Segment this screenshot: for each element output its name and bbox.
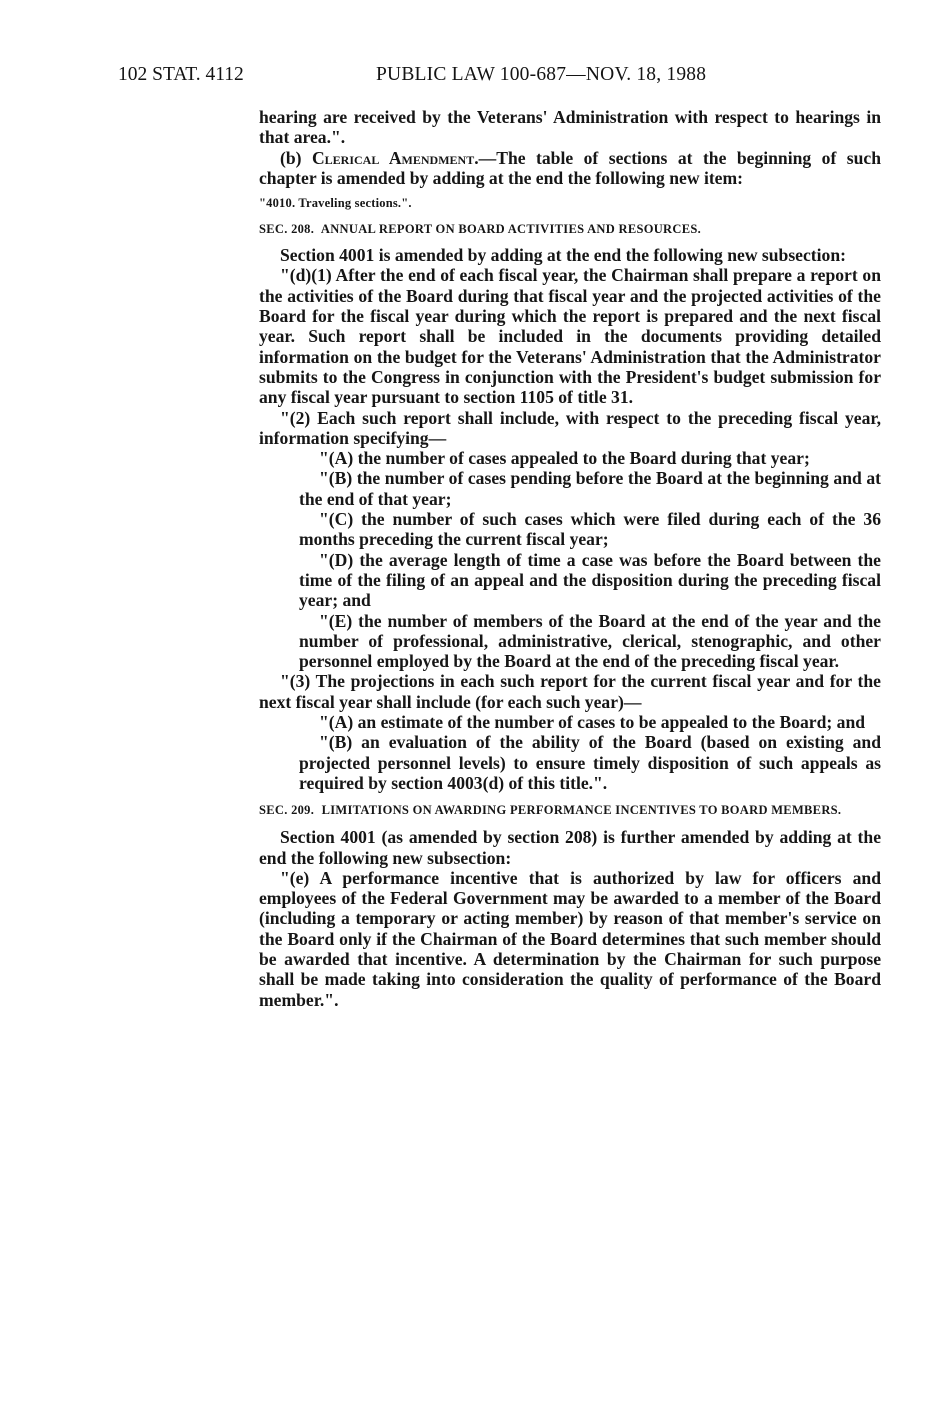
- section-209-heading: [259, 802, 881, 818]
- paragraph-e: "(e) A performance incentive that is authorized by law for officers and employees of the Federal Government may be awarded to a member of the Board (including a temporary or acting member) by reason of that member's service on the Board only if the Chairman of the Board determines that such member should be awarded that incentive. A determination by the Chairman for such purpose shall be made taking into consideration the quality of performance of the Board member.".: [259, 867, 881, 1010]
- section-number: SEC. 209.: [259, 803, 315, 818]
- clause-2C: "(C) the number of such cases which were filed during each of the 36 months preceding the current fiscal year;: [299, 509, 881, 550]
- paragraph-d3: "(3) The projections in each such report for the current fiscal year and for the next fiscal year shall include (for each such year)—: [259, 671, 881, 712]
- running-header: [118, 60, 898, 90]
- paragraph-section-209-intro: Section 4001 (as amended by section 208) is further amended by adding at the end the following new subsection:: [259, 827, 881, 868]
- clause-2A: "(A) the number of cases appealed to the Board during that year;: [319, 448, 810, 469]
- paragraph-d1: "(d)(1) After the end of each fiscal year, the Chairman shall prepare a report on the activities of the Board during that fiscal year and the projected activities of the Board for the fiscal year during which the report is prepared and the next fiscal year. Such report shall be included in the documents providing detailed information on the budget for the Veterans' Administration that the Administrator submits to the Congress in conjunction with the President's budget submission for any fiscal year pursuant to section 1105 of title 31.: [259, 265, 881, 408]
- table-of-sections-item: "4010. Traveling sections.".: [259, 196, 412, 211]
- subsection-heading: Clerical Amendment.: [311, 147, 479, 168]
- section-title: ANNUAL REPORT ON BOARD ACTIVITIES AND RESOURCES.: [320, 222, 702, 237]
- paragraph-d2: "(2) Each such report shall include, with respect to the preceding fiscal year, information specifying—: [259, 407, 881, 448]
- paragraph-continuation: hearing are received by the Veterans' Administration with respect to hearings in that area.".: [259, 107, 881, 148]
- clause-3B: "(B) an evaluation of the ability of the Board (based on existing and projected personnel levels) to ensure timely disposition of such appeals as required by section 4003(d) of this title.".: [299, 732, 881, 793]
- paragraph-clerical-amendment: [259, 148, 881, 189]
- section-208-heading: [259, 221, 881, 237]
- subsection-text: —The table of sections at the beginning of such chapter is amended by adding at the end the following new item:: [259, 147, 881, 188]
- clause-3A: "(A) an estimate of the number of cases to be appealed to the Board; and: [319, 712, 866, 733]
- public-law-citation: PUBLIC LAW 100-687—NOV. 18, 1988: [376, 64, 707, 85]
- stat-page-number: 102 STAT. 4112: [118, 64, 244, 85]
- paragraph-section-208-intro: Section 4001 is amended by adding at the end the following new subsection:: [280, 245, 846, 266]
- document-body: [259, 107, 881, 1010]
- section-number: SEC. 208.: [259, 222, 315, 237]
- subsection-label: (b): [280, 147, 312, 168]
- clause-2E: "(E) the number of members of the Board at the end of the year and the number of professional, administrative, clerical, stenographic, and other personnel employed by the Board at the end of the preceding fiscal year.: [299, 610, 881, 672]
- clause-2D: "(D) the average length of time a case was before the Board between the time of the filing of an appeal and the disposition during the preceding fiscal year; and: [299, 549, 881, 611]
- section-title: LIMITATIONS ON AWARDING PERFORMANCE INCENTIVES TO BOARD MEMBERS.: [321, 803, 842, 818]
- clause-2B: "(B) the number of cases pending before the Board at the beginning and at the end of that year;: [299, 468, 881, 509]
